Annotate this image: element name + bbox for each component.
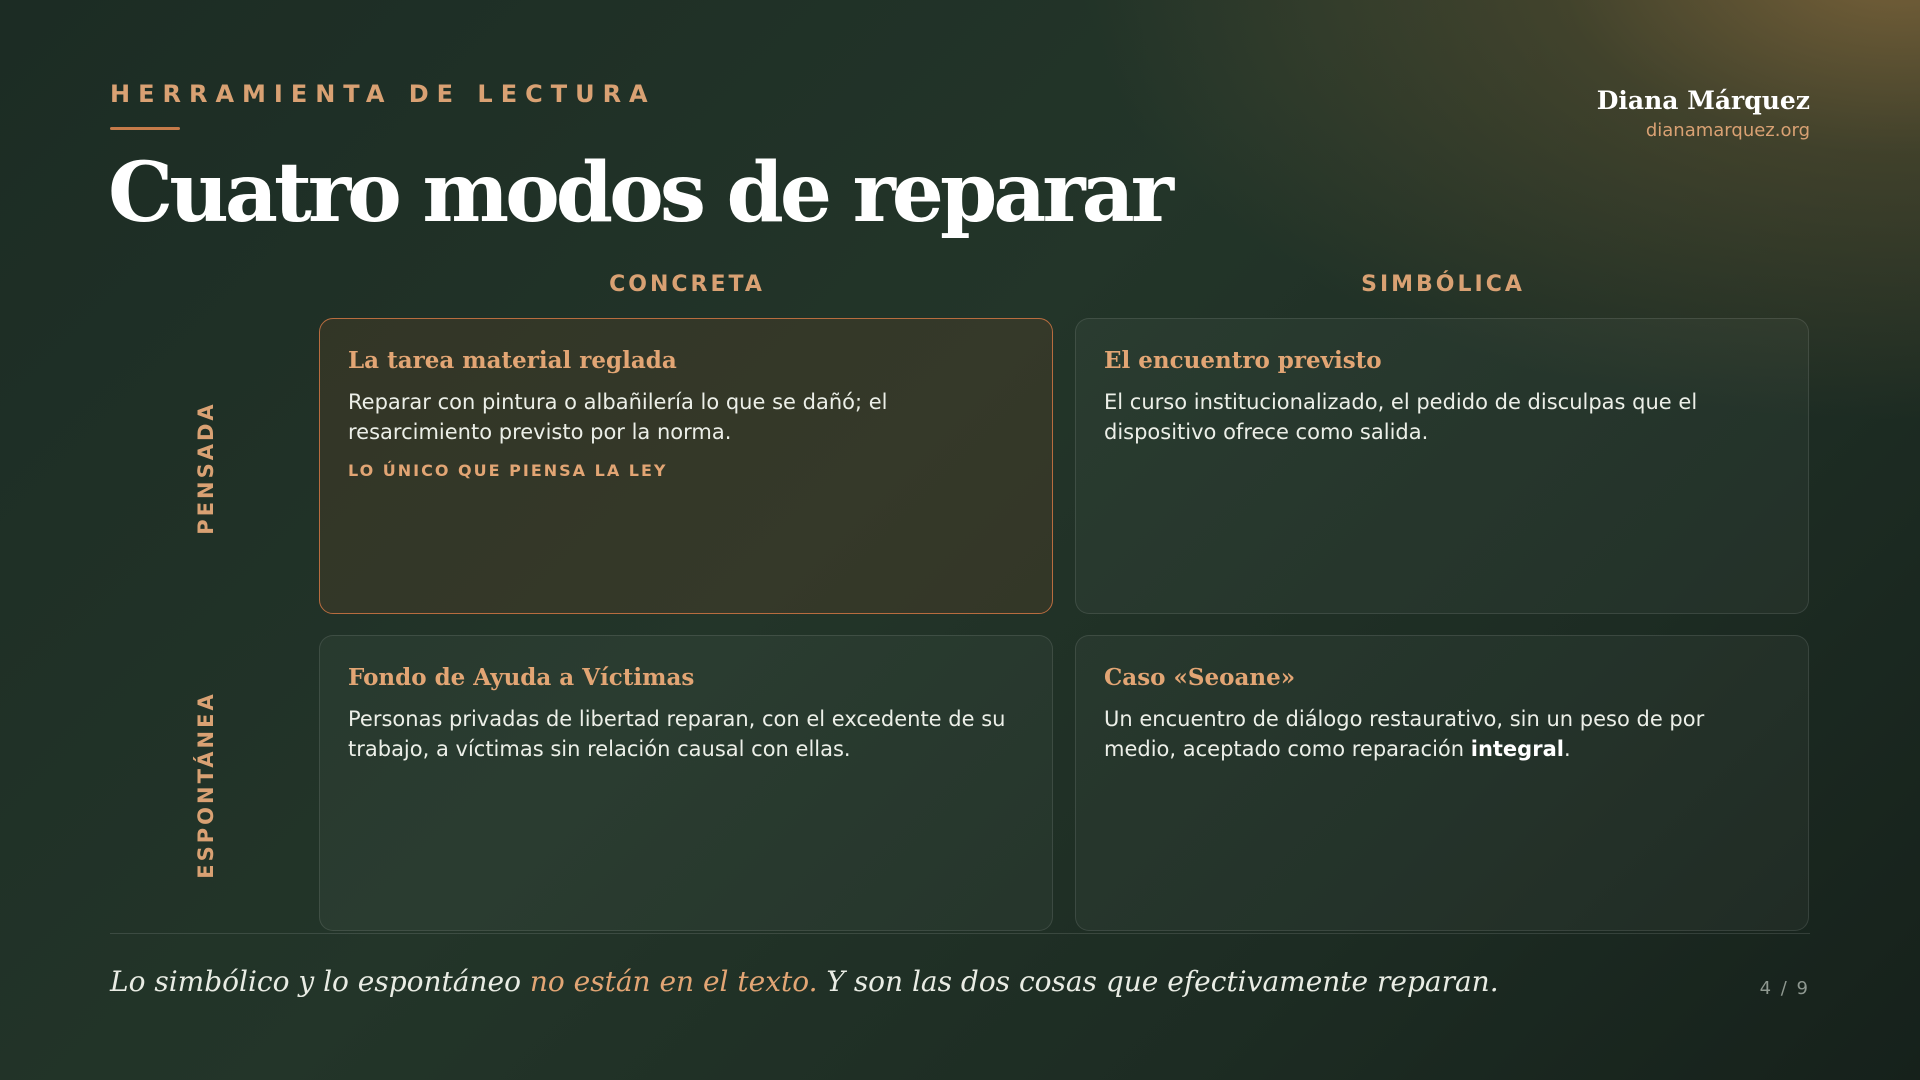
- eyebrow-underline: [110, 127, 180, 130]
- card-body-text: Un encuentro de diálogo restaurativo, sin un peso de por medio, aceptado como reparación: [1104, 707, 1705, 761]
- footer-divider: [110, 933, 1810, 934]
- row-header-espontanea-label: ESPONTÁNEA: [194, 691, 218, 879]
- page-number: 4 / 9: [1759, 978, 1810, 999]
- card-body: Reparar con pintura o albañilería lo que se dañó; el resarcimiento previsto por la norma.: [348, 390, 888, 444]
- row-header-pensada-label: PENSADA: [194, 401, 218, 535]
- column-header-concreta: CONCRETA: [609, 272, 765, 297]
- footer-quote-part2: Y son las dos cosas que efectivamente reparan.: [817, 965, 1499, 998]
- card-title: El encuentro previsto: [1104, 347, 1382, 374]
- card-tag: LO ÚNICO QUE PIENSA LA LEY: [348, 461, 668, 480]
- card-body: [1104, 704, 1780, 764]
- card-body-emphasis: integral: [1470, 737, 1564, 761]
- footer-quote-part1: Lo simbólico y lo espontáneo: [110, 965, 530, 998]
- card-concreta-espontanea: [319, 635, 1053, 931]
- card-title: Caso «Seoane»: [1104, 664, 1296, 691]
- card-body-end: .: [1563, 737, 1571, 761]
- footer-quote-accent: no están en el texto.: [529, 965, 818, 998]
- card-concreta-pensada: [319, 318, 1053, 614]
- author-name: Diana Márquez: [1596, 86, 1810, 115]
- column-header-simbolica: SIMBÓLICA: [1361, 272, 1525, 297]
- card-body: El curso institucionalizado, el pedido de disculpas que el dispositivo ofrece como salida.: [1104, 390, 1698, 444]
- card-simbolica-espontanea: [1075, 635, 1809, 931]
- card-simbolica-pensada: [1075, 318, 1809, 614]
- footer-quote: [110, 962, 1610, 1002]
- card-body: Personas privadas de libertad reparan, con el excedente de su trabajo, a víctimas sin relación causal con ellas.: [348, 707, 1006, 761]
- card-title: La tarea material reglada: [348, 347, 677, 374]
- eyebrow-label: HERRAMIENTA DE LECTURA: [110, 80, 656, 108]
- author-block: [1597, 86, 1810, 144]
- card-title: Fondo de Ayuda a Víctimas: [348, 664, 695, 691]
- author-website-link[interactable]: dianamarquez.org: [1645, 120, 1810, 141]
- page-title: Cuatro modos de reparar: [108, 145, 1170, 241]
